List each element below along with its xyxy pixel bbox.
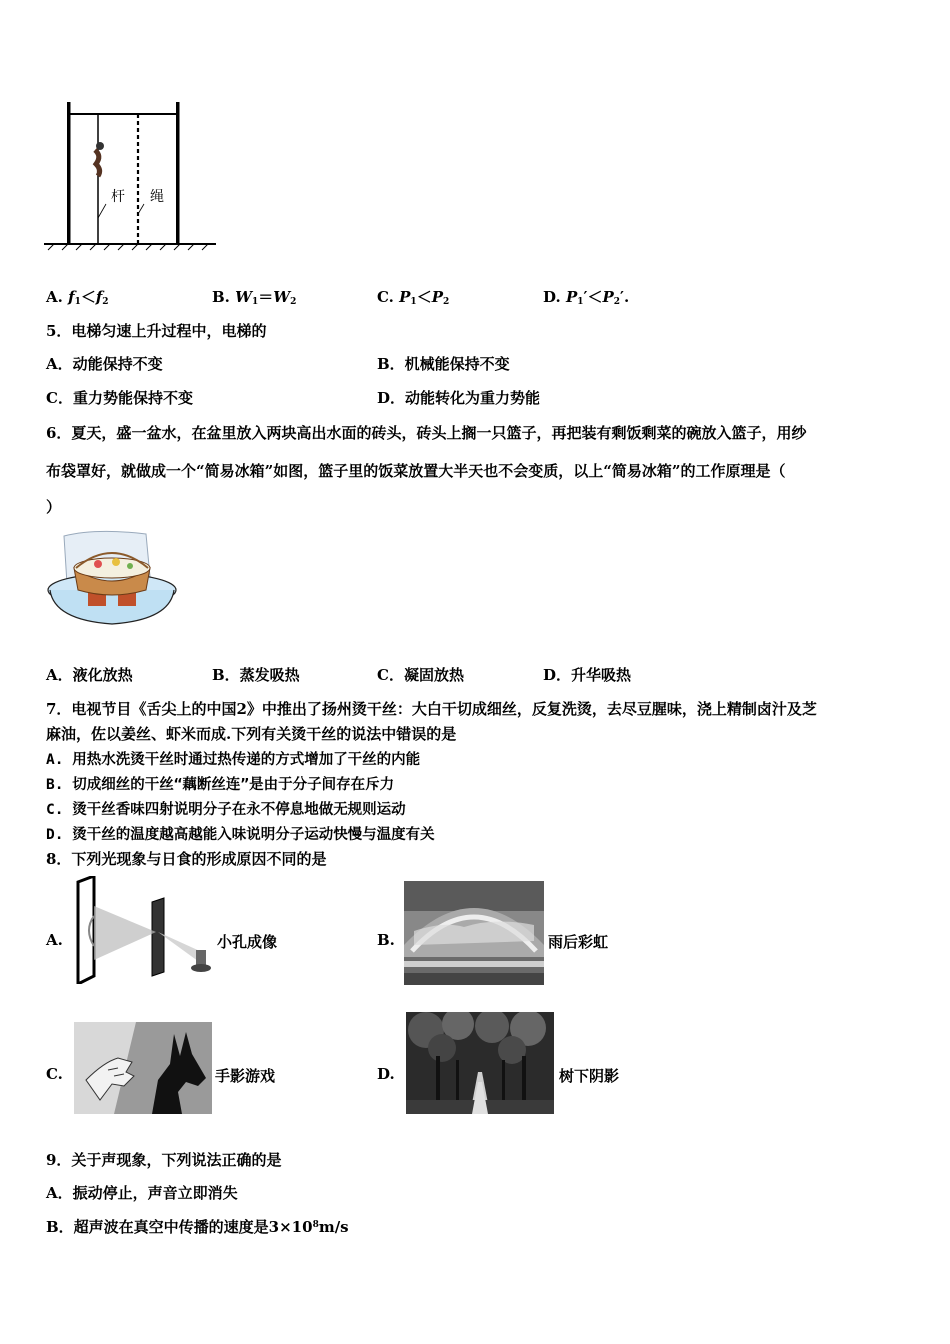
q6-stem-line1: 6．夏天，盛一盆水，在盆里放入两块高出水面的砖头，砖头上搁一只篮子，再把装有剩饭剩菜的碗放入篮子，用纱 [46, 424, 807, 442]
q8-option-c-letter[interactable]: C. [46, 1065, 63, 1083]
q6-option-c[interactable]: C．凝固放热 [377, 666, 464, 684]
q6-stem-line2: 布袋罩好，就做成一个“简易冰箱”如图，篮子里的饭菜放置大半天也不会变质，以上“简易冰箱”的工作原理是（ [46, 462, 786, 480]
q9-option-a[interactable]: A．振动停止，声音立即消失 [46, 1184, 238, 1202]
q9-stem: 9．关于声现象，下列说法正确的是 [46, 1151, 282, 1169]
q7-option-b[interactable]: B. 切成细丝的干丝“藕断丝连”是由于分子间存在斥力 [46, 777, 395, 793]
q6-option-b[interactable]: B．蒸发吸热 [212, 666, 300, 684]
hand-shadow-image[interactable] [74, 1022, 212, 1114]
q5-option-b[interactable]: B．机械能保持不变 [377, 355, 510, 373]
q4-option-c[interactable]: C. $P_1<P_2$ [377, 288, 450, 307]
q4-option-a[interactable]: A. $f_1<f_2$ [46, 288, 109, 307]
q7-option-d[interactable]: D. 烫干丝的温度越高越能入味说明分子运动快慢与温度有关 [46, 827, 435, 843]
q8-option-a-caption: 小孔成像 [217, 933, 278, 951]
q5-option-d[interactable]: D．动能转化为重力势能 [377, 389, 541, 407]
q4-option-d[interactable]: D. $P_1'<P_2'$. [543, 288, 630, 307]
q7-option-a[interactable]: A. 用热水洗烫干丝时通过热传递的方式增加了干丝的内能 [46, 752, 421, 768]
q7-option-c[interactable]: C. 烫干丝香味四射说明分子在永不停息地做无规则运动 [46, 802, 406, 818]
q6-stem-line3: ） [46, 498, 62, 516]
simple-fridge-figure [46, 528, 180, 630]
q5-option-a[interactable]: A．动能保持不变 [46, 355, 163, 373]
climber-figure [95, 142, 104, 176]
q8-option-c-caption: 手影游戏 [215, 1067, 276, 1085]
q5-stem: 5．电梯匀速上升过程中，电梯的 [46, 322, 267, 340]
q8-option-b-letter[interactable]: B. [377, 931, 395, 949]
rod-label: 杆 [111, 189, 125, 205]
q8-option-d-letter[interactable]: D. [377, 1065, 395, 1083]
q9-option-b[interactable]: B．超声波在真空中传播的速度是$3\times 10^8m/s$ [46, 1218, 349, 1236]
q4-option-b[interactable]: B. $W_1=W_2$ [212, 288, 297, 307]
q6-option-a[interactable]: A．液化放热 [46, 666, 133, 684]
tree-shadow-photo[interactable] [406, 1012, 554, 1114]
pinhole-camera-image[interactable] [72, 876, 214, 984]
q8-option-a-letter[interactable]: A. [46, 931, 63, 949]
q7-stem-line1: 7．电视节目《舌尖上的中国2》中推出了扬州烫干丝：大白干切成细丝，反复洗烫，去尽豆腥味，浇上精制卤汁及芝 [46, 700, 817, 718]
q5-option-c[interactable]: C．重力势能保持不变 [46, 389, 193, 407]
q8-option-b-caption: 雨后彩虹 [548, 933, 609, 951]
q8-stem: 8．下列光现象与日食的形成原因不同的是 [46, 850, 327, 868]
q6-option-d[interactable]: D．升华吸热 [543, 666, 632, 684]
q8-option-d-caption: 树下阴影 [559, 1067, 620, 1085]
rope-label: 绳 [150, 189, 164, 205]
rainbow-photo[interactable] [404, 881, 544, 985]
q7-stem-line2: 麻油，佐以姜丝、虾米而成.下列有关烫干丝的说法中错误的是 [46, 725, 457, 743]
pole-rope-figure [44, 98, 220, 254]
